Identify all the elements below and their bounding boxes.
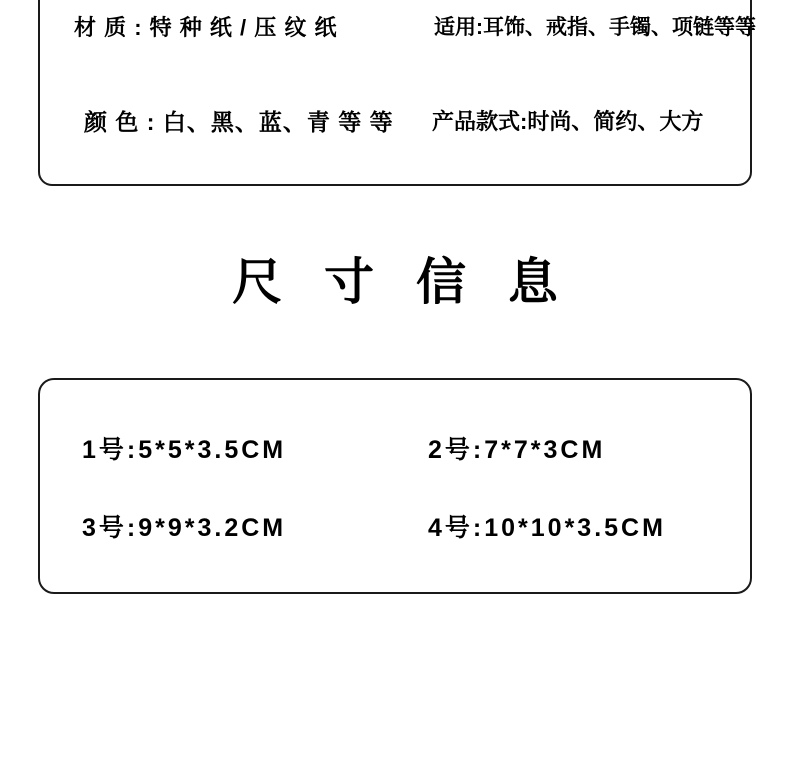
section-title-size-info: 尺 寸 信 息 — [232, 254, 572, 310]
usage-text: 适用:耳饰、戒指、手镯、项链等等 — [434, 16, 756, 39]
material-text: 材 质 : 特 种 纸 / 压 纹 纸 — [74, 14, 338, 40]
product-info-box — [38, 0, 756, 186]
style-text: 产品款式:时尚、简约、大方 — [432, 108, 704, 134]
color-text: 颜 色 : 白、黑、蓝、青 等 等 — [84, 108, 394, 135]
size-item-3: 3号:9*9*3.2CM — [82, 514, 287, 542]
size-item-1: 1号:5*5*3.5CM — [82, 436, 287, 464]
size-info-box — [38, 378, 752, 594]
size-item-2: 2号:7*7*3CM — [428, 436, 606, 464]
size-item-4: 4号:10*10*3.5CM — [428, 514, 666, 542]
